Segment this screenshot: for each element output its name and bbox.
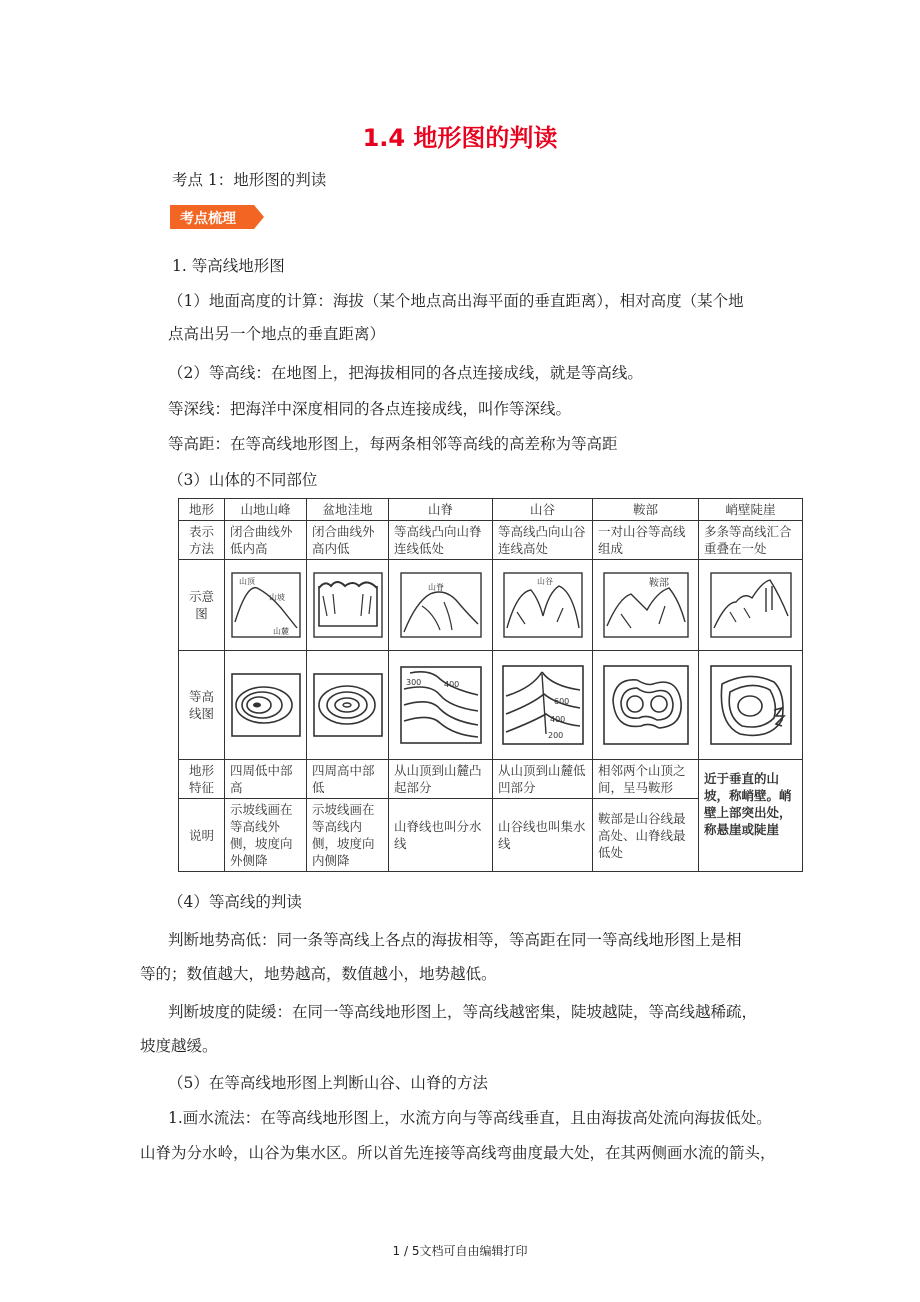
peak-slope-tag: 山坡 [268, 593, 285, 602]
sketch-cliff [699, 560, 803, 651]
contour-cliff [699, 651, 803, 760]
para-5: 等深线：把海洋中深度相同的各点连接成线，叫作等深线。 [168, 400, 572, 418]
table-cell: 鞍部是山谷线最高处、山脊线最低处 [593, 799, 699, 872]
para-3: 点高出另一个地点的垂直距离） [168, 325, 386, 343]
ridge-tag: 山脊 [427, 583, 444, 592]
table-cell: 闭合曲线外低内高 [225, 521, 307, 560]
table-header-cell: 山脊 [389, 499, 493, 521]
ridge-sketch-image [400, 572, 482, 638]
table-cell: 从山顶到山麓凸起部分 [389, 760, 493, 799]
para-12: 坡度越缓。 [140, 1037, 218, 1055]
para-1: 1. 等高线地形图 [172, 257, 285, 275]
table-row-contour [179, 651, 803, 760]
saddle-tag: 鞍部 [648, 578, 669, 589]
contour-peak [225, 651, 307, 760]
basin-sketch-image [313, 572, 383, 638]
table-cell: 等高线凸向山脊连线低处 [389, 521, 493, 560]
table-header-cell: 地形 [179, 499, 225, 521]
table-cell: 山脊线也叫分水线 [389, 799, 493, 872]
row-label: 表示方法 [179, 521, 225, 560]
table-cell: 四周低中部高 [225, 760, 307, 799]
table-cell: 多条等高线汇合重叠在一处 [699, 521, 803, 560]
table-cell: 示坡线画在等高线内侧，坡度向内侧降 [307, 799, 389, 872]
valley-value-b: 400 [549, 715, 565, 724]
para-8: （4）等高线的判读 [168, 893, 302, 911]
para-6: 等高距：在等高线地形图上，每两条相邻等高线的高差称为等高距 [168, 435, 618, 453]
section-badge [170, 205, 264, 229]
valley-tag: 山谷 [536, 577, 553, 586]
cliff-feature-cell: 近于垂直的山坡，称峭壁。峭壁上部突出处，称悬崖或陡崖 [699, 760, 803, 872]
para-14: 1.画水流法：在等高线地形图上，水流方向与等高线垂直，且由海拔高处流向海拔低处。 [168, 1109, 772, 1127]
para-4: （2）等高线：在地图上，把海拔相同的各点连接成线，就是等高线。 [168, 364, 643, 382]
table-header-cell: 峭壁陡崖 [699, 499, 803, 521]
page-footer: 1 / 5文档可自由编辑打印 [392, 1244, 528, 1258]
ridge-contour-image [400, 665, 482, 745]
sketch-ridge [389, 560, 493, 651]
contour-basin [307, 651, 389, 760]
para-13: （5）在等高线地形图上判断山谷、山脊的方法 [168, 1074, 488, 1092]
para-10: 等的；数值越大，地势越高，数值越小，地势越低。 [140, 965, 497, 983]
row-label: 地形特征 [179, 760, 225, 799]
valley-contour-image [502, 664, 584, 746]
ridge-value-b: 400 [443, 680, 459, 689]
table-row-sketch [179, 560, 803, 651]
valley-value-a: 600 [553, 697, 569, 706]
saddle-sketch-image [603, 572, 689, 638]
table-cell: 四周高中部低 [307, 760, 389, 799]
cliff-contour-image [710, 664, 792, 746]
row-label: 示意图 [179, 560, 225, 651]
saddle-contour-image [603, 664, 689, 746]
table-header-row [179, 499, 803, 521]
ridge-value-a: 300 [405, 678, 421, 687]
sketch-peak [225, 560, 307, 651]
contour-saddle [593, 651, 699, 760]
valley-sketch-image [503, 572, 583, 638]
peak-contour-image [231, 670, 301, 740]
table-row-method [179, 521, 803, 560]
valley-value-c: 200 [547, 731, 563, 740]
table-header-cell: 山谷 [493, 499, 593, 521]
sketch-valley [493, 560, 593, 651]
sketch-saddle [593, 560, 699, 651]
table-cell: 闭合曲线外高内低 [307, 521, 389, 560]
row-label: 说明 [179, 799, 225, 872]
badge-label: 考点梳理 [180, 211, 236, 227]
sketch-basin [307, 560, 389, 651]
page-title: 1.4 地形图的判读 [362, 124, 558, 152]
row-label: 等高线图 [179, 651, 225, 760]
subtitle: 考点 1：地形图的判读 [172, 171, 327, 189]
table-cell: 山谷线也叫集水线 [493, 799, 593, 872]
table-header-cell: 盆地洼地 [307, 499, 389, 521]
table-cell: 相邻两个山顶之间，呈马鞍形 [593, 760, 699, 799]
cliff-sketch-image [710, 572, 792, 638]
peak-sketch-image [231, 572, 301, 638]
peak-foot-tag: 山麓 [272, 627, 289, 636]
para-15: 山脊为分水岭，山谷为集水区。所以首先连接等高线弯曲度最大处，在其两侧画水流的箭头， [140, 1144, 776, 1162]
table-cell: 一对山谷等高线组成 [593, 521, 699, 560]
table-header-cell: 鞍部 [593, 499, 699, 521]
contour-ridge [389, 651, 493, 760]
para-2: （1）地面高度的计算：海拔（某个地点高出海平面的垂直距离），相对高度（某个地 [168, 292, 744, 310]
table-cell: 等高线凸向山谷连线高处 [493, 521, 593, 560]
para-7: （3）山体的不同部位 [168, 471, 318, 489]
contour-valley [493, 651, 593, 760]
table-cell: 示坡线画在等高线外侧，坡度向外侧降 [225, 799, 307, 872]
peak-top-tag: 山顶 [238, 577, 255, 586]
para-9: 判断地势高低：同一条等高线上各点的海拔相等，等高距在同一等高线地形图上是相 [168, 931, 742, 949]
basin-contour-image [313, 670, 383, 740]
para-11: 判断坡度的陡缓：在同一等高线地形图上，等高线越密集，陡坡越陡，等高线越稀疏， [168, 1003, 758, 1021]
table-cell: 从山顶到山麓低凹部分 [493, 760, 593, 799]
table-row-feature [179, 760, 803, 799]
terrain-table [178, 498, 803, 872]
table-header-cell: 山地山峰 [225, 499, 307, 521]
